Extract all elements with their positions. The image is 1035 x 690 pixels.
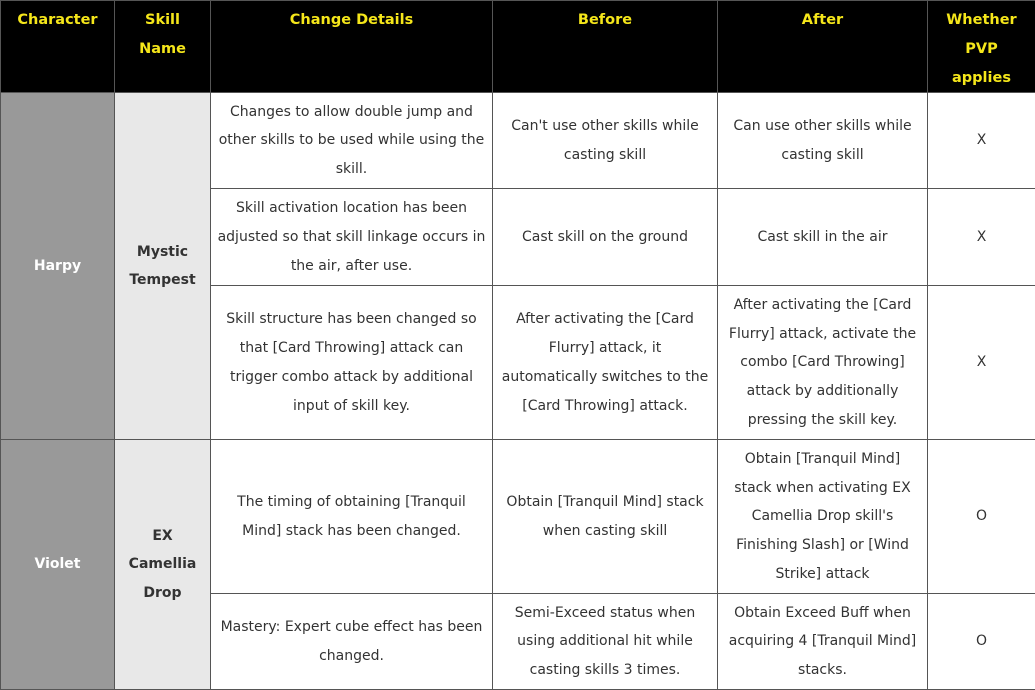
header-row: [1, 1, 1035, 93]
pvp-cell: X: [928, 189, 1035, 286]
header-character: Character: [1, 1, 115, 93]
character-cell: Harpy: [1, 93, 115, 440]
skill-name-line: Mystic: [121, 238, 204, 267]
skill-name-line: Tempest: [121, 266, 204, 295]
header-before: Before: [493, 1, 718, 93]
header-pvp-line1: Whether: [934, 6, 1029, 35]
skill-name-cell: [115, 440, 211, 690]
character-cell: Violet: [1, 440, 115, 690]
change-details-cell: Mastery: Expert cube effect has been changed.: [211, 594, 493, 690]
pvp-cell: O: [928, 594, 1035, 690]
after-cell: After activating the [Card Flurry] attack, activate the combo [Card Throwing] attack by additionally pressing the skill key.: [718, 286, 928, 440]
after-cell: Obtain Exceed Buff when acquiring 4 [Tranquil Mind] stacks.: [718, 594, 928, 690]
after-cell: Cast skill in the air: [718, 189, 928, 286]
skill-name-line: Camellia: [121, 550, 204, 579]
before-cell: Semi-Exceed status when using additional hit while casting skills 3 times.: [493, 594, 718, 690]
header-pvp: [928, 1, 1035, 93]
before-cell: Obtain [Tranquil Mind] stack when casting skill: [493, 440, 718, 594]
pvp-cell: X: [928, 93, 1035, 189]
change-details-cell: Skill structure has been changed so that [Card Throwing] attack can trigger combo attack by additional input of skill key.: [211, 286, 493, 440]
header-change-details: Change Details: [211, 1, 493, 93]
change-details-cell: Skill activation location has been adjusted so that skill linkage occurs in the air, after use.: [211, 189, 493, 286]
header-skill-name: Skill Name: [115, 1, 211, 93]
header-after: After: [718, 1, 928, 93]
before-cell: After activating the [Card Flurry] attack, it automatically switches to the [Card Throwing] attack.: [493, 286, 718, 440]
skill-name-line: EX: [121, 522, 204, 551]
table-row: [1, 440, 1035, 594]
after-cell: Obtain [Tranquil Mind] stack when activating EX Camellia Drop skill's Finishing Slash] or [Wind Strike] attack: [718, 440, 928, 594]
change-details-cell: The timing of obtaining [Tranquil Mind] stack has been changed.: [211, 440, 493, 594]
pvp-cell: X: [928, 286, 1035, 440]
skill-name-line: Drop: [121, 579, 204, 608]
table-row: [1, 93, 1035, 189]
skill-name-cell: [115, 93, 211, 440]
header-pvp-line2: PVP applies: [934, 35, 1029, 93]
change-details-cell: Changes to allow double jump and other skills to be used while using the skill.: [211, 93, 493, 189]
pvp-cell: O: [928, 440, 1035, 594]
after-cell: Can use other skills while casting skill: [718, 93, 928, 189]
before-cell: Cast skill on the ground: [493, 189, 718, 286]
before-cell: Can't use other skills while casting skill: [493, 93, 718, 189]
